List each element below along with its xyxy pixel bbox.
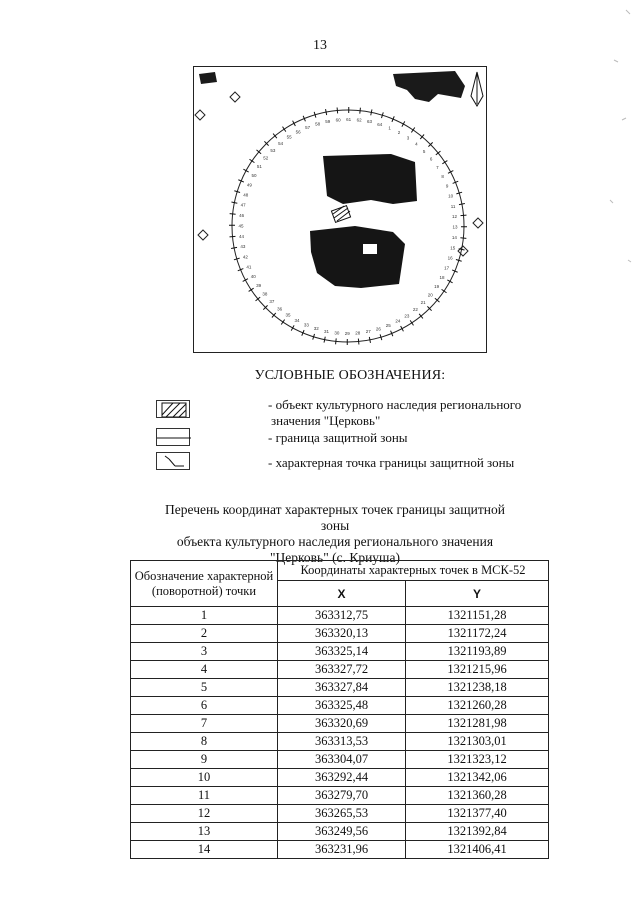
cell-point-number: 7 (131, 715, 278, 733)
cell-x: 363304,07 (278, 751, 406, 769)
page-number: 13 (313, 38, 327, 53)
cell-y: 1321215,96 (406, 661, 549, 679)
cell-point-number: 10 (131, 769, 278, 787)
boundary-point-label: 27 (365, 329, 371, 335)
boundary-point-label: 34 (294, 318, 300, 324)
boundary-point-label: 52 (263, 155, 269, 161)
col-header-x: X (278, 581, 406, 607)
boundary-point-tick (360, 108, 361, 114)
cell-point-number: 8 (131, 733, 278, 751)
boundary-point-tick (337, 108, 338, 114)
boundary-point-label: 14 (451, 235, 457, 241)
table-row (131, 841, 549, 859)
caption-line-1: Перечень координат характерных точек границы защитной зоны (165, 502, 505, 533)
boundary-point-label: 49 (246, 182, 252, 188)
table-row (131, 733, 549, 751)
boundary-point-tick (358, 339, 359, 345)
boundary-point-label: 19 (434, 284, 440, 290)
legend-title: УСЛОВНЫЕ ОБОЗНАЧЕНИЯ: (254, 368, 446, 383)
boundary-point-label: 7 (436, 165, 439, 171)
cell-y: 1321342,06 (406, 769, 549, 787)
boundary-point-label: 20 (427, 292, 433, 298)
cell-x: 363231,96 (278, 841, 406, 859)
caption-line-3: "Церковь" (с. Криуша) (270, 550, 400, 565)
boundary-point-icon (157, 453, 191, 471)
boundary-point-label: 10 (448, 193, 454, 199)
boundary-point-label: 18 (439, 275, 445, 281)
boundary-point-label: 43 (240, 244, 246, 250)
boundary-point-label: 11 (450, 203, 456, 209)
cell-point-number: 4 (131, 661, 278, 679)
cell-x: 363279,70 (278, 787, 406, 805)
boundary-point-label: 54 (278, 140, 284, 146)
boundary-point-label: 30 (334, 330, 340, 336)
boundary-point-label: 50 (251, 172, 257, 178)
boundary-point-label: 23 (404, 313, 410, 319)
boundary-point-label: 53 (270, 147, 276, 153)
cell-point-number: 5 (131, 679, 278, 697)
table-body (131, 607, 549, 859)
cell-x: 363320,13 (278, 625, 406, 643)
boundary-point-label: 46 (239, 212, 245, 218)
boundary-point-label: 4 (415, 141, 418, 147)
boundary-point-label: 21 (420, 300, 426, 306)
cell-x: 363327,84 (278, 679, 406, 697)
boundary-point-tick (461, 215, 467, 216)
legend-item-boundary-point (268, 455, 558, 471)
cell-point-number: 13 (131, 823, 278, 841)
cell-y: 1321260,28 (406, 697, 549, 715)
boundary-point-label: 2 (397, 129, 401, 135)
hatch-pattern-icon (157, 401, 190, 418)
site-plan-map (193, 66, 487, 353)
boundary-point-label: 42 (242, 254, 248, 260)
boundary-point-label: 31 (323, 328, 329, 334)
cell-x: 363327,72 (278, 661, 406, 679)
legend-swatch-heritage-object (156, 400, 190, 418)
cell-y: 1321303,01 (406, 733, 549, 751)
table-row (131, 769, 549, 787)
boundary-point-label: 37 (269, 299, 275, 305)
legend-item-heritage-object (268, 397, 548, 429)
boundary-point-label: 16 (447, 255, 453, 261)
cell-x: 363325,14 (278, 643, 406, 661)
table-row (131, 607, 549, 625)
legend-item-text: - характерная точка границы защитной зоны (268, 455, 515, 470)
boundary-point-label: 22 (412, 307, 418, 313)
boundary-point-label: 12 (452, 214, 458, 220)
boundary-point-tick (230, 214, 236, 215)
cell-point-number: 6 (131, 697, 278, 715)
cell-y: 1321377,40 (406, 805, 549, 823)
legend-swatch-boundary-point (156, 452, 190, 470)
boundary-point-label: 38 (262, 291, 268, 297)
cell-x: 363265,53 (278, 805, 406, 823)
boundary-point-label: 60 (335, 117, 341, 123)
table-row (131, 715, 549, 733)
boundary-point-label: 55 (286, 134, 292, 140)
table-row (131, 625, 549, 643)
boundary-point-label: 40 (250, 273, 256, 279)
table-row (131, 823, 549, 841)
coordinates-table (130, 560, 549, 859)
cell-y: 1321238,18 (406, 679, 549, 697)
cell-y: 1321360,28 (406, 787, 549, 805)
legend-item-zone-boundary (268, 430, 548, 446)
boundary-point-label: 32 (313, 326, 319, 332)
boundary-point-label: 61 (346, 117, 352, 123)
cell-point-number: 9 (131, 751, 278, 769)
boundary-point-label: 9 (445, 183, 449, 189)
cell-y: 1321193,89 (406, 643, 549, 661)
boundary-point-label: 25 (385, 323, 391, 329)
boundary-point-label: 51 (256, 163, 262, 169)
boundary-line-icon (157, 429, 191, 447)
table-row (131, 787, 549, 805)
boundary-point-label: 8 (441, 174, 444, 180)
cell-x: 363325,48 (278, 697, 406, 715)
boundary-point-label: 44 (238, 233, 244, 239)
legend-item-text-line2: значения "Церковь" (271, 413, 381, 428)
legend-swatch-zone-boundary (156, 428, 190, 446)
cell-y: 1321151,28 (406, 607, 549, 625)
boundary-point-label: 64 (377, 121, 383, 127)
cell-x: 363249,56 (278, 823, 406, 841)
boundary-point-label: 28 (355, 330, 361, 336)
boundary-point-label: 59 (325, 118, 331, 124)
col-header-point: Обозначение характерной (поворотной) точки (131, 561, 278, 607)
col-header-group: Координаты характерных точек в МСК-52 (278, 561, 549, 581)
boundary-point-label: 6 (429, 156, 433, 162)
boundary-point-tick (230, 236, 236, 237)
boundary-point-label: 33 (303, 322, 309, 328)
table-row (131, 661, 549, 679)
scan-marks (600, 0, 640, 905)
cell-point-number: 11 (131, 787, 278, 805)
boundary-point-label: 5 (422, 148, 426, 154)
cell-x: 363312,75 (278, 607, 406, 625)
caption-line-2: объекта культурного наследия регионального значения (176, 534, 494, 549)
boundary-point-label: 1 (388, 125, 391, 131)
boundary-point-label: 15 (450, 245, 456, 251)
col-header-y: Y (406, 581, 549, 607)
legend-item-text-line1: - объект культурного наследия регионального (268, 397, 522, 412)
boundary-point-label: 58 (315, 121, 321, 127)
boundary-point-tick (460, 238, 466, 239)
cell-point-number: 12 (131, 805, 278, 823)
boundary-point-label: 39 (256, 282, 262, 288)
cell-x: 363313,53 (278, 733, 406, 751)
boundary-point-label: 56 (295, 129, 301, 135)
cell-y: 1321281,98 (406, 715, 549, 733)
boundary-point-label: 63 (367, 119, 373, 125)
cell-y: 1321406,41 (406, 841, 549, 859)
boundary-point-tick (336, 338, 337, 344)
boundary-point-label: 13 (452, 224, 458, 230)
boundary-point-label: 35 (285, 312, 291, 318)
boundary-point-label: 24 (395, 318, 401, 324)
cell-x: 363320,69 (278, 715, 406, 733)
table-row (131, 751, 549, 769)
cell-y: 1321392,84 (406, 823, 549, 841)
table-row (131, 643, 549, 661)
boundary-point-label: 62 (356, 117, 362, 123)
table-row (131, 679, 549, 697)
boundary-point-label: 41 (246, 264, 252, 270)
boundary-point-label: 36 (277, 306, 283, 312)
cell-point-number: 3 (131, 643, 278, 661)
cell-point-number: 2 (131, 625, 278, 643)
cell-point-number: 14 (131, 841, 278, 859)
table-row (131, 697, 549, 715)
building-top-left-fragment (199, 72, 217, 84)
cell-point-number: 1 (131, 607, 278, 625)
boundary-point-label: 17 (444, 265, 450, 271)
boundary-point-label: 57 (305, 124, 311, 130)
boundary-point-label: 26 (375, 326, 381, 332)
legend-item-text: - граница защитной зоны (268, 430, 408, 445)
table-row (131, 805, 549, 823)
table-caption (150, 502, 520, 566)
boundary-point-label: 3 (406, 135, 410, 141)
cell-y: 1321323,12 (406, 751, 549, 769)
cell-x: 363292,44 (278, 769, 406, 787)
boundary-point-label: 45 (238, 223, 244, 229)
boundary-point-label: 47 (240, 202, 246, 208)
building-north (323, 154, 417, 204)
boundary-point-label: 48 (243, 192, 249, 198)
cell-y: 1321172,24 (406, 625, 549, 643)
boundary-point-label: 29 (344, 330, 350, 336)
